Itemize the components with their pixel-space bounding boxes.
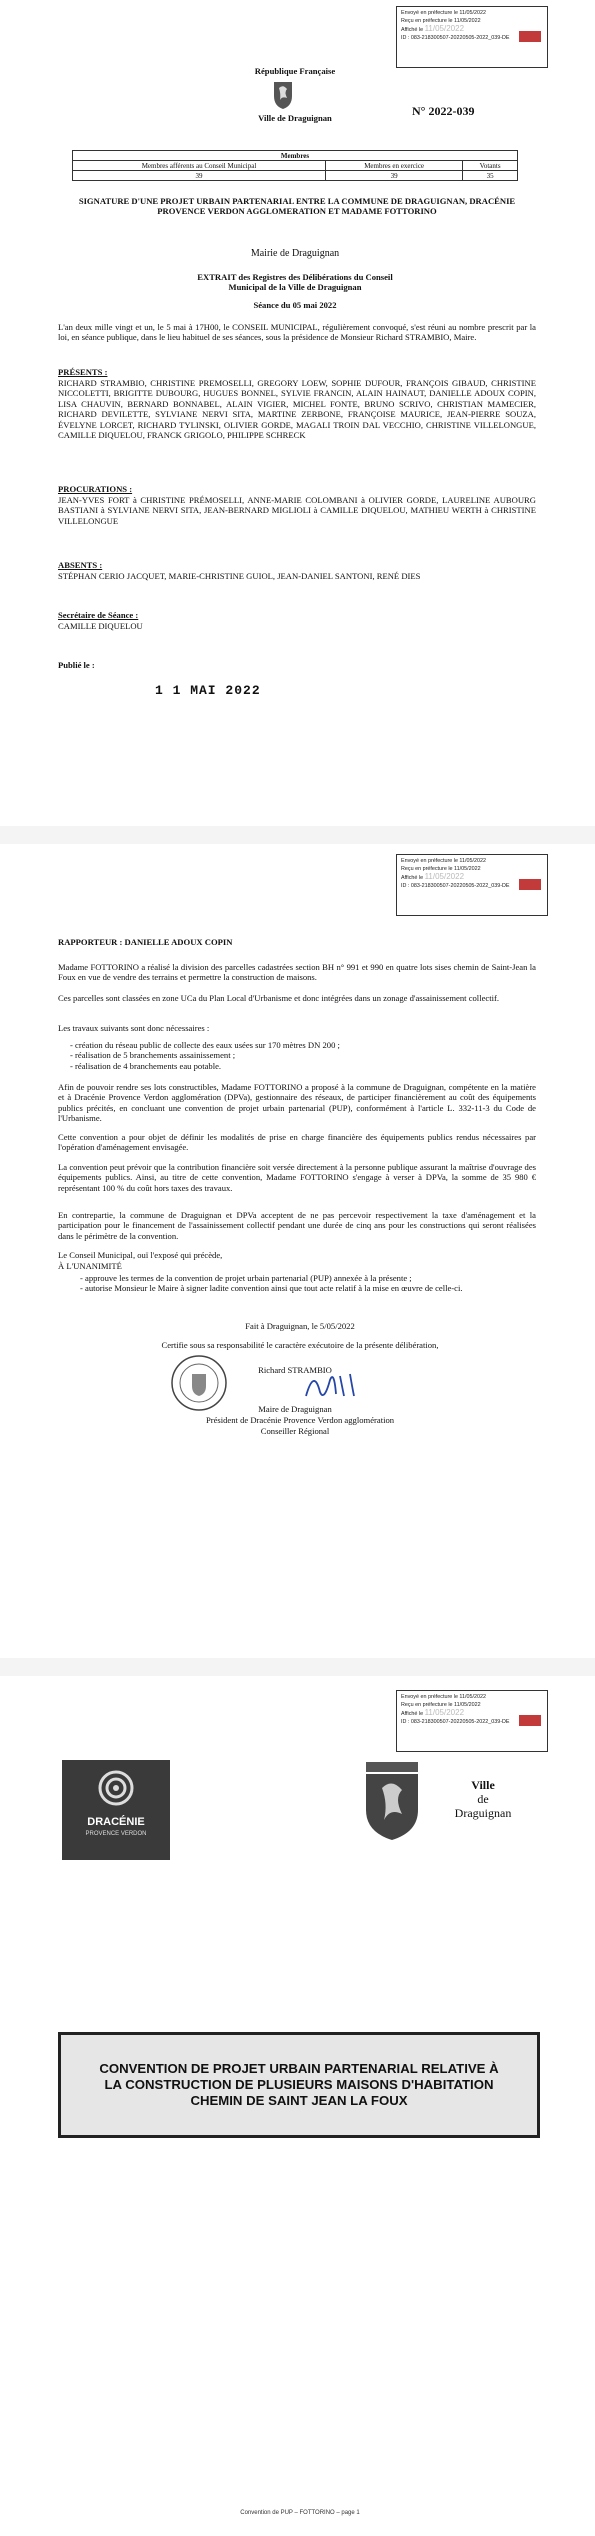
draguignan-crest-icon bbox=[272, 80, 294, 110]
list-item: - réalisation de 4 branchements eau potable. bbox=[70, 1060, 222, 1071]
intro-paragraph: L'an deux mille vingt et un, le 5 mai à 17H00, le CONSEIL MUNICIPAL, régulièrement convoqué, s'est réuni au nombre prescrit par la loi, en séance publique, dans le lieu habituel de ses séances, sous la présidence de Monsieur Richard STRAMBIO, Maire. bbox=[58, 322, 536, 343]
seance-date: Séance du 05 mai 2022 bbox=[253, 300, 337, 310]
deliberation-title: SIGNATURE D'UNE PROJET URBAIN PARTENARIAL ENTRE LA COMMUNE DE DRAGUIGNAN, DRACÉNIE PROVENCE VERDON AGGLOMERATION ET MADAME FOTTORINO bbox=[78, 196, 516, 217]
ville-logo-word: Draguignan bbox=[454, 1806, 512, 1820]
stamp-received: Reçu en préfecture le 11/05/2022 bbox=[401, 1702, 481, 1708]
stamp-posted-date: 11/05/2022 bbox=[424, 1708, 465, 1717]
certifie-label: Certifie sous sa responsabilité le caractère exécutoire de la présente délibération, bbox=[161, 1340, 439, 1350]
convention-title: CONVENTION DE PROJET URBAIN PARTENARIAL RELATIVE À LA CONSTRUCTION DE PLUSIEURS MAISONS D'HABITATION CHEMIN DE SAINT JEAN LA FOUX bbox=[99, 2061, 499, 2108]
page-separator bbox=[0, 1658, 595, 1676]
dracenie-emblem-icon bbox=[96, 1768, 136, 1808]
members-header: Membres afférents au Conseil Municipal bbox=[73, 161, 326, 171]
absents-list: STÉPHAN CERIO JACQUET, MARIE-CHRISTINE GUIOL, JEAN-DANIEL SANTONI, RENÉ DIES bbox=[58, 571, 421, 581]
ville-logo-word: Ville bbox=[471, 1778, 495, 1792]
stamp-received: Reçu en préfecture le 11/05/2022 bbox=[401, 18, 481, 24]
procurations-label: PROCURATIONS : bbox=[58, 484, 133, 494]
stamp-sent: Envoyé en préfecture le 11/05/2022 bbox=[401, 10, 487, 16]
works-list bbox=[70, 1040, 530, 1071]
stamp-posted-date: 11/05/2022 bbox=[424, 24, 465, 33]
extrait-label: EXTRAIT des Registres des Délibérations du Conseil Municipal de la Ville de Draguignan bbox=[197, 272, 393, 293]
page-separator bbox=[0, 826, 595, 844]
rapporteur-label: RAPPORTEUR : DANIELLE ADOUX COPIN bbox=[58, 937, 233, 947]
stamp-seal bbox=[519, 879, 541, 890]
republic-label: République Française bbox=[254, 66, 336, 76]
fait-a-label: Fait à Draguignan, le 5/05/2022 bbox=[245, 1321, 355, 1331]
prefecture-stamp bbox=[396, 1690, 548, 1752]
dracenie-logo bbox=[62, 1760, 170, 1860]
members-table bbox=[72, 150, 518, 181]
signatory-role-mayor: Maire de Draguignan bbox=[258, 1404, 332, 1414]
paragraph-3: Les travaux suivants sont donc nécessaires : bbox=[58, 1023, 210, 1033]
stamp-posted-label: Affiché le bbox=[401, 27, 424, 33]
stamp-id: ID : 083-218300507-20220505-2022_039-DE bbox=[401, 883, 510, 889]
absents-label: ABSENTS : bbox=[58, 560, 103, 570]
decisions-list bbox=[80, 1273, 530, 1294]
signatory-role-president: Président de Dracénie Provence Verdon agglomération bbox=[205, 1415, 395, 1425]
secretaire-label: Secrétaire de Séance : bbox=[58, 610, 139, 620]
dracenie-logo-subtext: PROVENCE VERDON bbox=[85, 1831, 147, 1837]
ville-label: Ville de Draguignan bbox=[258, 113, 332, 123]
procurations-list: JEAN-YVES FORT à CHRISTINE PRÉMOSELLI, ANNE-MARIE COLOMBANI à OLIVIER GORDE, LAURELINE AUBOURG BASTIANI à SYLVIANE NERVI SITA, JEAN-BERNARD MIGLIOLI à CAMILLE DIQUELOU, MATHIEU WERTH à CHRISTINE VILLELONGUE bbox=[58, 495, 536, 526]
stamp-id: ID : 083-218300507-20220505-2022_039-DE bbox=[401, 35, 510, 41]
paragraph-2: Ces parcelles sont classées en zone UCa du Plan Local d'Urbanisme et donc intégrées dans un zonage d'assainissement collectif. bbox=[58, 993, 500, 1003]
members-header: Membres en exercice bbox=[326, 161, 463, 171]
stamp-sent: Envoyé en préfecture le 11/05/2022 bbox=[401, 1694, 487, 1700]
publie-date-stamp: 1 1 MAI 2022 bbox=[155, 683, 261, 698]
paragraph-6: La convention peut prévoir que la contribution financière soit versée directement à la personne publique assurant la maîtrise d'ouvrage des équipements publics. Ainsi, au titre de cette convention, Madame FOTTORINO s'engage à verser à DPVa, la somme de 35 980 € représentant 100 % du coût hors taxes des travaux. bbox=[58, 1162, 536, 1193]
stamp-posted-label: Affiché le bbox=[401, 875, 424, 881]
paragraph-5: Cette convention a pour objet de définir les modalités de prise en charge financière des équipements publics rendus nécessaires par l'opération d'aménagement envisagée. bbox=[58, 1132, 536, 1153]
presents-label: PRÉSENTS : bbox=[58, 367, 108, 377]
signatory-role-council: Conseiller Régional bbox=[260, 1426, 330, 1436]
stamp-sent: Envoyé en préfecture le 11/05/2022 bbox=[401, 858, 487, 864]
paragraph-1: Madame FOTTORINO a réalisé la division des parcelles cadastrées section BH n° 991 et 990 en quatre lots sises chemin de Saint-Jean la Foux en vue de vendre des terrains et permettre la construction de maisons. bbox=[58, 962, 536, 983]
page-footer: Convention de PUP – FOTTORINO – page 1 bbox=[240, 2510, 360, 2516]
members-title: Membres bbox=[73, 151, 518, 161]
prefecture-stamp bbox=[396, 854, 548, 916]
signatory-name: Richard STRAMBIO bbox=[258, 1365, 332, 1375]
stamp-posted-label: Affiché le bbox=[401, 1711, 424, 1717]
dracenie-logo-text: DRACÉNIE bbox=[87, 1816, 145, 1828]
publie-label: Publié le : bbox=[58, 660, 95, 670]
unanimity-label: À L'UNANIMITÉ bbox=[58, 1261, 122, 1271]
mairie-label: Mairie de Draguignan bbox=[250, 248, 340, 259]
list-item: - approuve les termes de la convention de projet urbain partenarial (PUP) annexée à la présente ; bbox=[80, 1273, 412, 1283]
list-item: - création du réseau public de collecte des eaux usées sur 170 mètres DN 200 ; bbox=[70, 1040, 340, 1050]
members-header: Votants bbox=[463, 161, 518, 171]
convention-title-box bbox=[58, 2032, 540, 2138]
paragraph-7: En contrepartie, la commune de Draguignan et DPVa acceptent de ne pas percevoir respectivement la taxe d'aménagement et la participation pour le financement de l'assainissement collectif pendant une durée de cinq ans pour les constructions qui seront réalisées dans le périmètre de la convention. bbox=[58, 1210, 536, 1241]
list-item: - autorise Monsieur le Maire à signer ladite convention ainsi que tout acte relatif à la mise en œuvre de celle-ci. bbox=[80, 1283, 463, 1294]
secretaire-name: CAMILLE DIQUELOU bbox=[58, 621, 143, 631]
stamp-seal bbox=[519, 31, 541, 42]
members-value: 39 bbox=[73, 171, 326, 181]
deliberation-number: N° 2022-039 bbox=[412, 104, 475, 118]
members-value: 39 bbox=[326, 171, 463, 181]
prefecture-stamp bbox=[396, 6, 548, 68]
members-value: 35 bbox=[463, 171, 518, 181]
ville-logo-word: de bbox=[477, 1792, 489, 1806]
stamp-received: Reçu en préfecture le 11/05/2022 bbox=[401, 866, 481, 872]
paragraph-8: Le Conseil Municipal, ouï l'exposé qui précède, bbox=[58, 1250, 223, 1260]
presents-list: RICHARD STRAMBIO, CHRISTINE PREMOSELLI, GREGORY LOEW, SOPHIE DUFOUR, FRANÇOIS GIBAUD, CHRISTINE NICCOLETTI, BRIGITTE DUBOURG, HUGUES BONNEL, SYLVIE FRANCIN, ALAIN HAINAUT, DANIELLE ADOUX COPIN, LISA CHAUVIN, BERNARD BONNABEL, ALAIN VIGIER, MICHEL FONTE, BRUNO SCRIVO, CHRISTIAN MAMECIER, RICHARD DEVILETTE, SYLVIANE NERVI SITA, MARTINE ZERBONE, FRANÇOISE MAURICE, JEAN-PIERRE SOUZA, ÉVELYNE LORCET, RICHARD TYLINSKI, OLIVIER GORDE, MAGALI TROIN DAL VECCHIO, CHRISTINE VILLELONGUE, CAMILLE DIQUELOU, FRANCK GRIGOLO, PHILIPPE SCHRECK bbox=[58, 378, 536, 441]
stamp-posted-date: 11/05/2022 bbox=[424, 872, 465, 881]
ville-crest-icon bbox=[362, 1762, 422, 1842]
ville-logo-text bbox=[448, 1778, 518, 1820]
stamp-id: ID : 083-218300507-20220505-2022_039-DE bbox=[401, 1719, 510, 1725]
stamp-seal bbox=[519, 1715, 541, 1726]
paragraph-4: Afin de pouvoir rendre ses lots constructibles, Madame FOTTORINO a proposé à la commune de Draguignan, compétente en la matière et à Dracénie Provence Verdon agglomération (DPVa), gestionnaire des réseaux, de participer financièrement au coût des équipements publics précités, en concluant une convention de projet urbain partenarial (PUP), conformément à l'article L. 332-11-3 du Code de l'Urbanisme. bbox=[58, 1082, 536, 1124]
list-item: - réalisation de 5 branchements assainissement ; bbox=[70, 1050, 236, 1061]
